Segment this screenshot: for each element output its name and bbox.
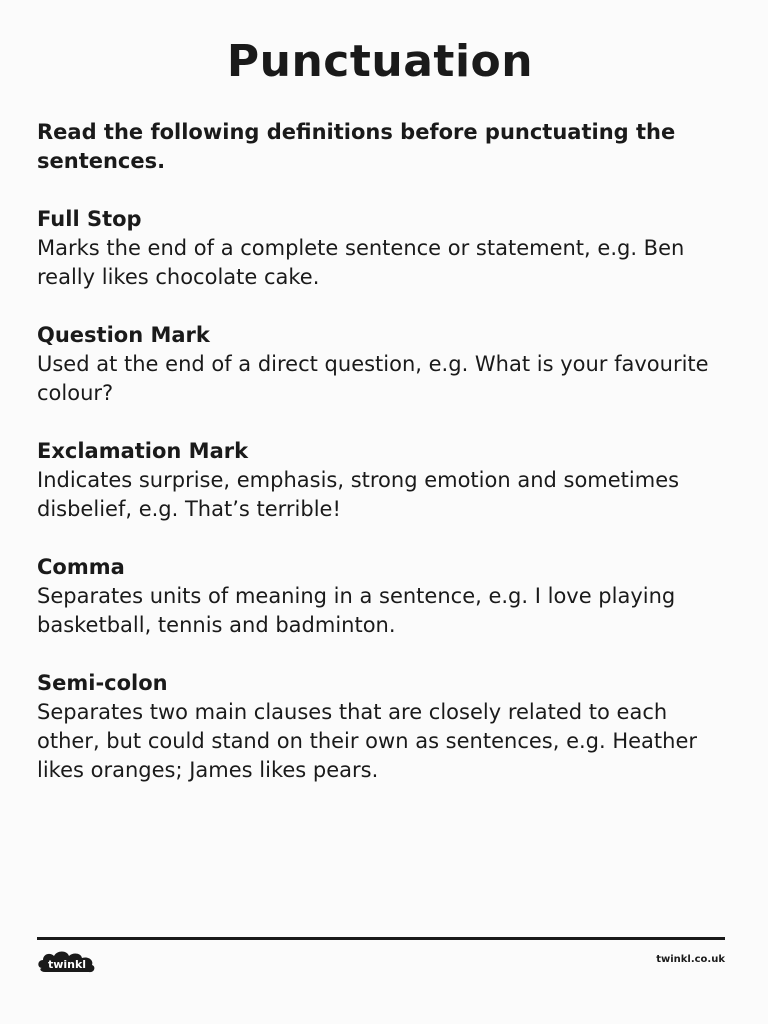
definition-term: Semi-colon <box>37 671 168 695</box>
definition-term: Comma <box>37 555 125 579</box>
definition-semi-colon <box>37 669 727 785</box>
definition-text: Separates two main clauses that are closely related to each other, but could stand on their own as sentences, e.g. Heather likes oranges; James likes pears. <box>37 700 698 782</box>
definition-exclamation-mark <box>37 437 727 524</box>
footer-divider <box>37 937 725 940</box>
definition-full-stop <box>37 205 727 292</box>
svg-text:twinkl: twinkl <box>47 958 87 971</box>
definition-term: Full Stop <box>37 207 142 231</box>
definition-text: Marks the end of a complete sentence or statement, e.g. Ben really likes chocolate cake. <box>37 236 685 289</box>
definition-text: Used at the end of a direct question, e.g. What is your favourite colour? <box>37 352 709 405</box>
twinkl-logo <box>36 946 98 976</box>
definition-comma <box>37 553 727 640</box>
definition-term: Question Mark <box>37 323 210 347</box>
page-title: Punctuation <box>226 36 534 87</box>
website-url: twinkl.co.uk <box>656 954 725 965</box>
definition-term: Exclamation Mark <box>37 439 249 463</box>
definition-text: Separates units of meaning in a sentence, e.g. I love playing basketball, tennis and badminton. <box>37 584 676 637</box>
definition-question-mark <box>37 321 727 408</box>
worksheet-content <box>37 118 727 814</box>
intro-instructions: Read the following definitions before punctuating the sentences. <box>37 120 676 173</box>
definition-text: Indicates surprise, emphasis, strong emotion and sometimes disbelief, e.g. That’s terrible! <box>37 468 680 521</box>
